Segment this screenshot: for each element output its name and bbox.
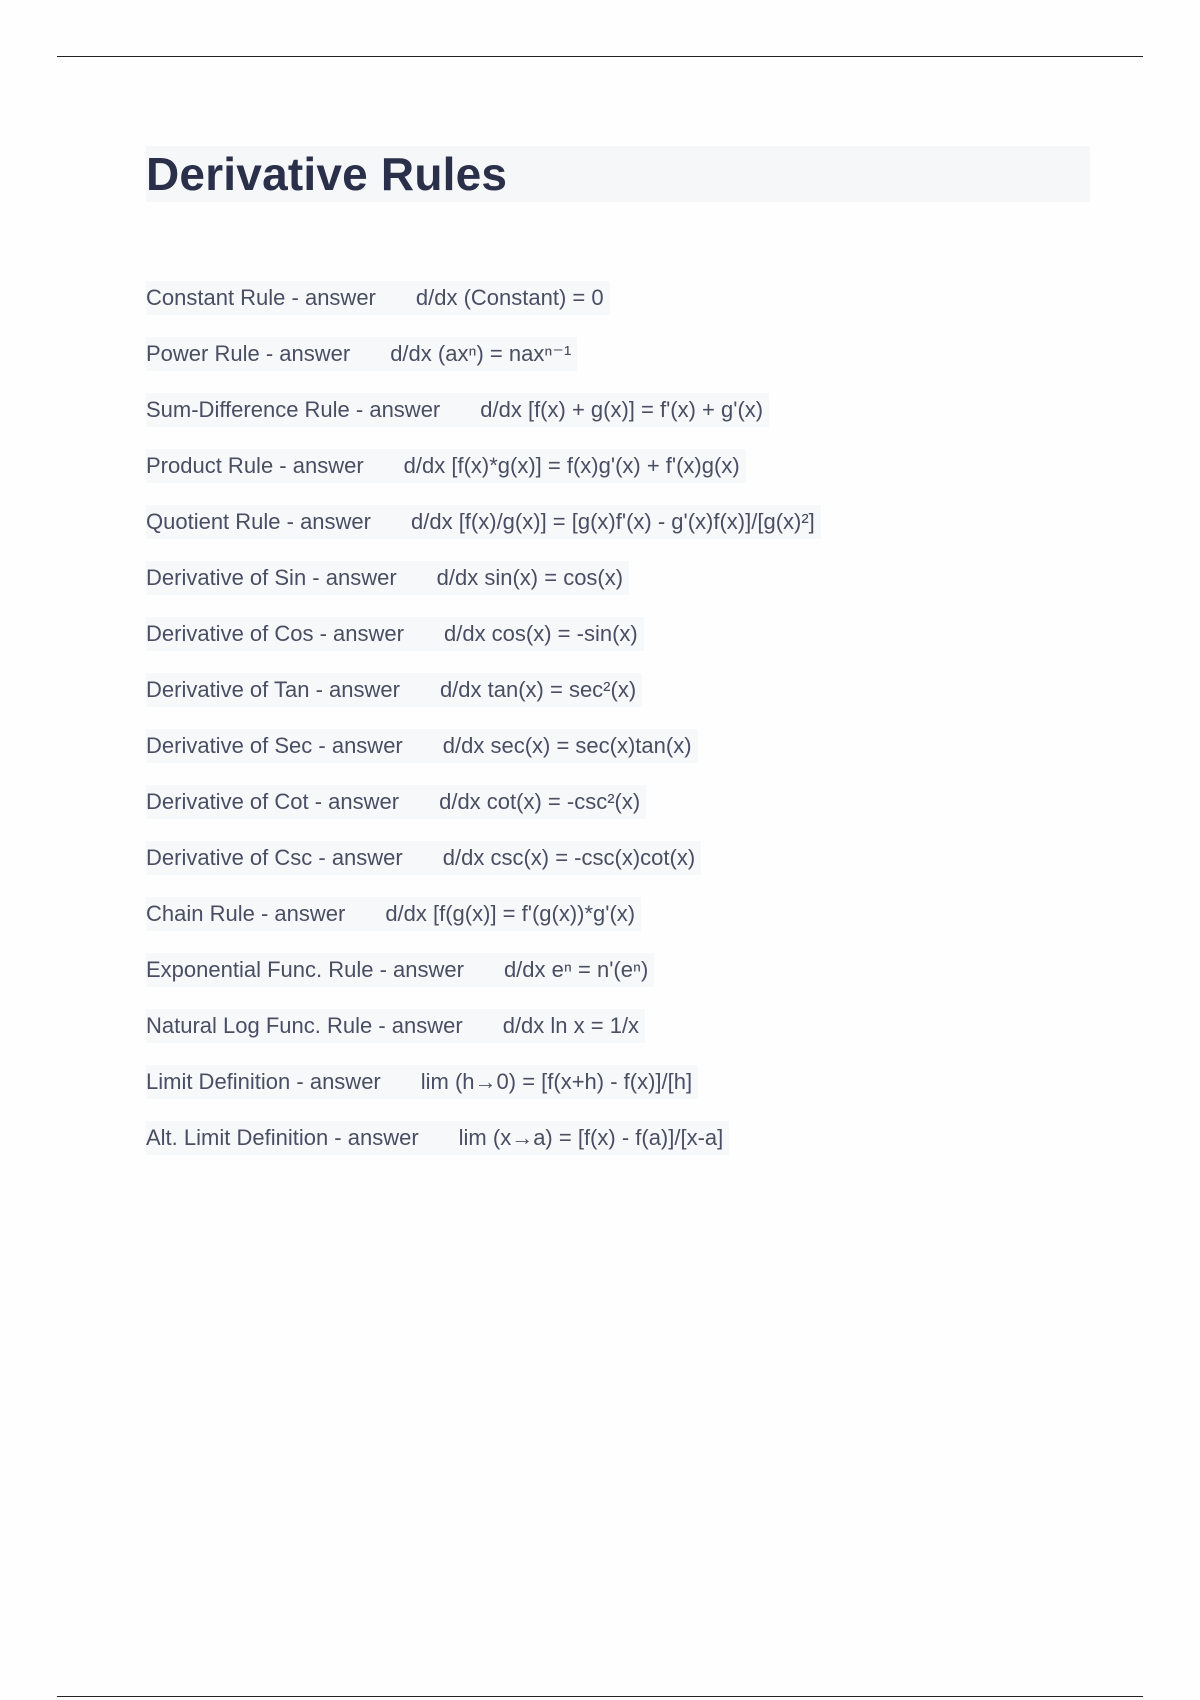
flashcard-row: [146, 337, 821, 393]
flashcard-row: [146, 729, 821, 785]
card-definition: d/dx [f(x) + g(x)] = f'(x) + g'(x): [480, 393, 769, 427]
card-term: Derivative of Tan - answer: [146, 673, 440, 707]
flashcard-row: [146, 449, 821, 505]
top-rule: [57, 56, 1143, 57]
flashcard-row: [146, 393, 821, 449]
flashcard-row: [146, 1065, 821, 1121]
card-definition: d/dx csc(x) = -csc(x)cot(x): [443, 841, 701, 875]
flashcard-row: [146, 953, 821, 1009]
flashcard-row: [146, 897, 821, 953]
card-term: Limit Definition - answer: [146, 1065, 421, 1099]
card-term: Derivative of Cot - answer: [146, 785, 439, 819]
card-definition: d/dx (Constant) = 0: [416, 281, 610, 315]
flashcard-row: [146, 505, 821, 561]
page-title: Derivative Rules: [146, 148, 508, 200]
card-term: Derivative of Sin - answer: [146, 561, 437, 595]
card-definition: d/dx [f(g(x)] = f'(g(x))*g'(x): [385, 897, 641, 931]
card-term: Derivative of Sec - answer: [146, 729, 443, 763]
card-definition: d/dx [f(x)*g(x)] = f(x)g'(x) + f'(x)g(x): [404, 449, 746, 483]
card-term: Natural Log Func. Rule - answer: [146, 1009, 503, 1043]
card-definition: d/dx (axⁿ) = naxⁿ⁻¹: [390, 337, 577, 371]
card-term: Chain Rule - answer: [146, 897, 385, 931]
card-definition: d/dx sec(x) = sec(x)tan(x): [443, 729, 698, 763]
flashcard-list: [146, 281, 821, 1177]
flashcard-row: [146, 785, 821, 841]
card-term: Derivative of Cos - answer: [146, 617, 444, 651]
card-definition: d/dx sin(x) = cos(x): [437, 561, 629, 595]
card-definition: d/dx cos(x) = -sin(x): [444, 617, 644, 651]
flashcard-row: [146, 1121, 821, 1177]
card-term: Constant Rule - answer: [146, 281, 416, 315]
card-definition: lim (h→0) = [f(x+h) - f(x)]/[h]: [421, 1065, 698, 1099]
flashcard-row: [146, 281, 821, 337]
flashcard-row: [146, 561, 821, 617]
card-term: Exponential Func. Rule - answer: [146, 953, 504, 987]
card-term: Product Rule - answer: [146, 449, 404, 483]
card-term: Sum-Difference Rule - answer: [146, 393, 480, 427]
card-definition: d/dx cot(x) = -csc²(x): [439, 785, 646, 819]
card-term: Alt. Limit Definition - answer: [146, 1121, 459, 1155]
flashcard-row: [146, 841, 821, 897]
card-definition: lim (x→a) = [f(x) - f(a)]/[x-a]: [459, 1121, 730, 1155]
card-definition: d/dx tan(x) = sec²(x): [440, 673, 642, 707]
card-term: Quotient Rule - answer: [146, 505, 411, 539]
flashcard-row: [146, 1009, 821, 1065]
flashcard-row: [146, 617, 821, 673]
card-definition: d/dx ln x = 1/x: [503, 1009, 645, 1043]
card-term: Derivative of Csc - answer: [146, 841, 443, 875]
bottom-rule: [57, 1696, 1143, 1697]
card-definition: d/dx eⁿ = n'(eⁿ): [504, 953, 654, 987]
flashcard-row: [146, 673, 821, 729]
card-definition: d/dx [f(x)/g(x)] = [g(x)f'(x) - g'(x)f(x)]/[g(x)²]: [411, 505, 821, 539]
card-term: Power Rule - answer: [146, 337, 390, 371]
